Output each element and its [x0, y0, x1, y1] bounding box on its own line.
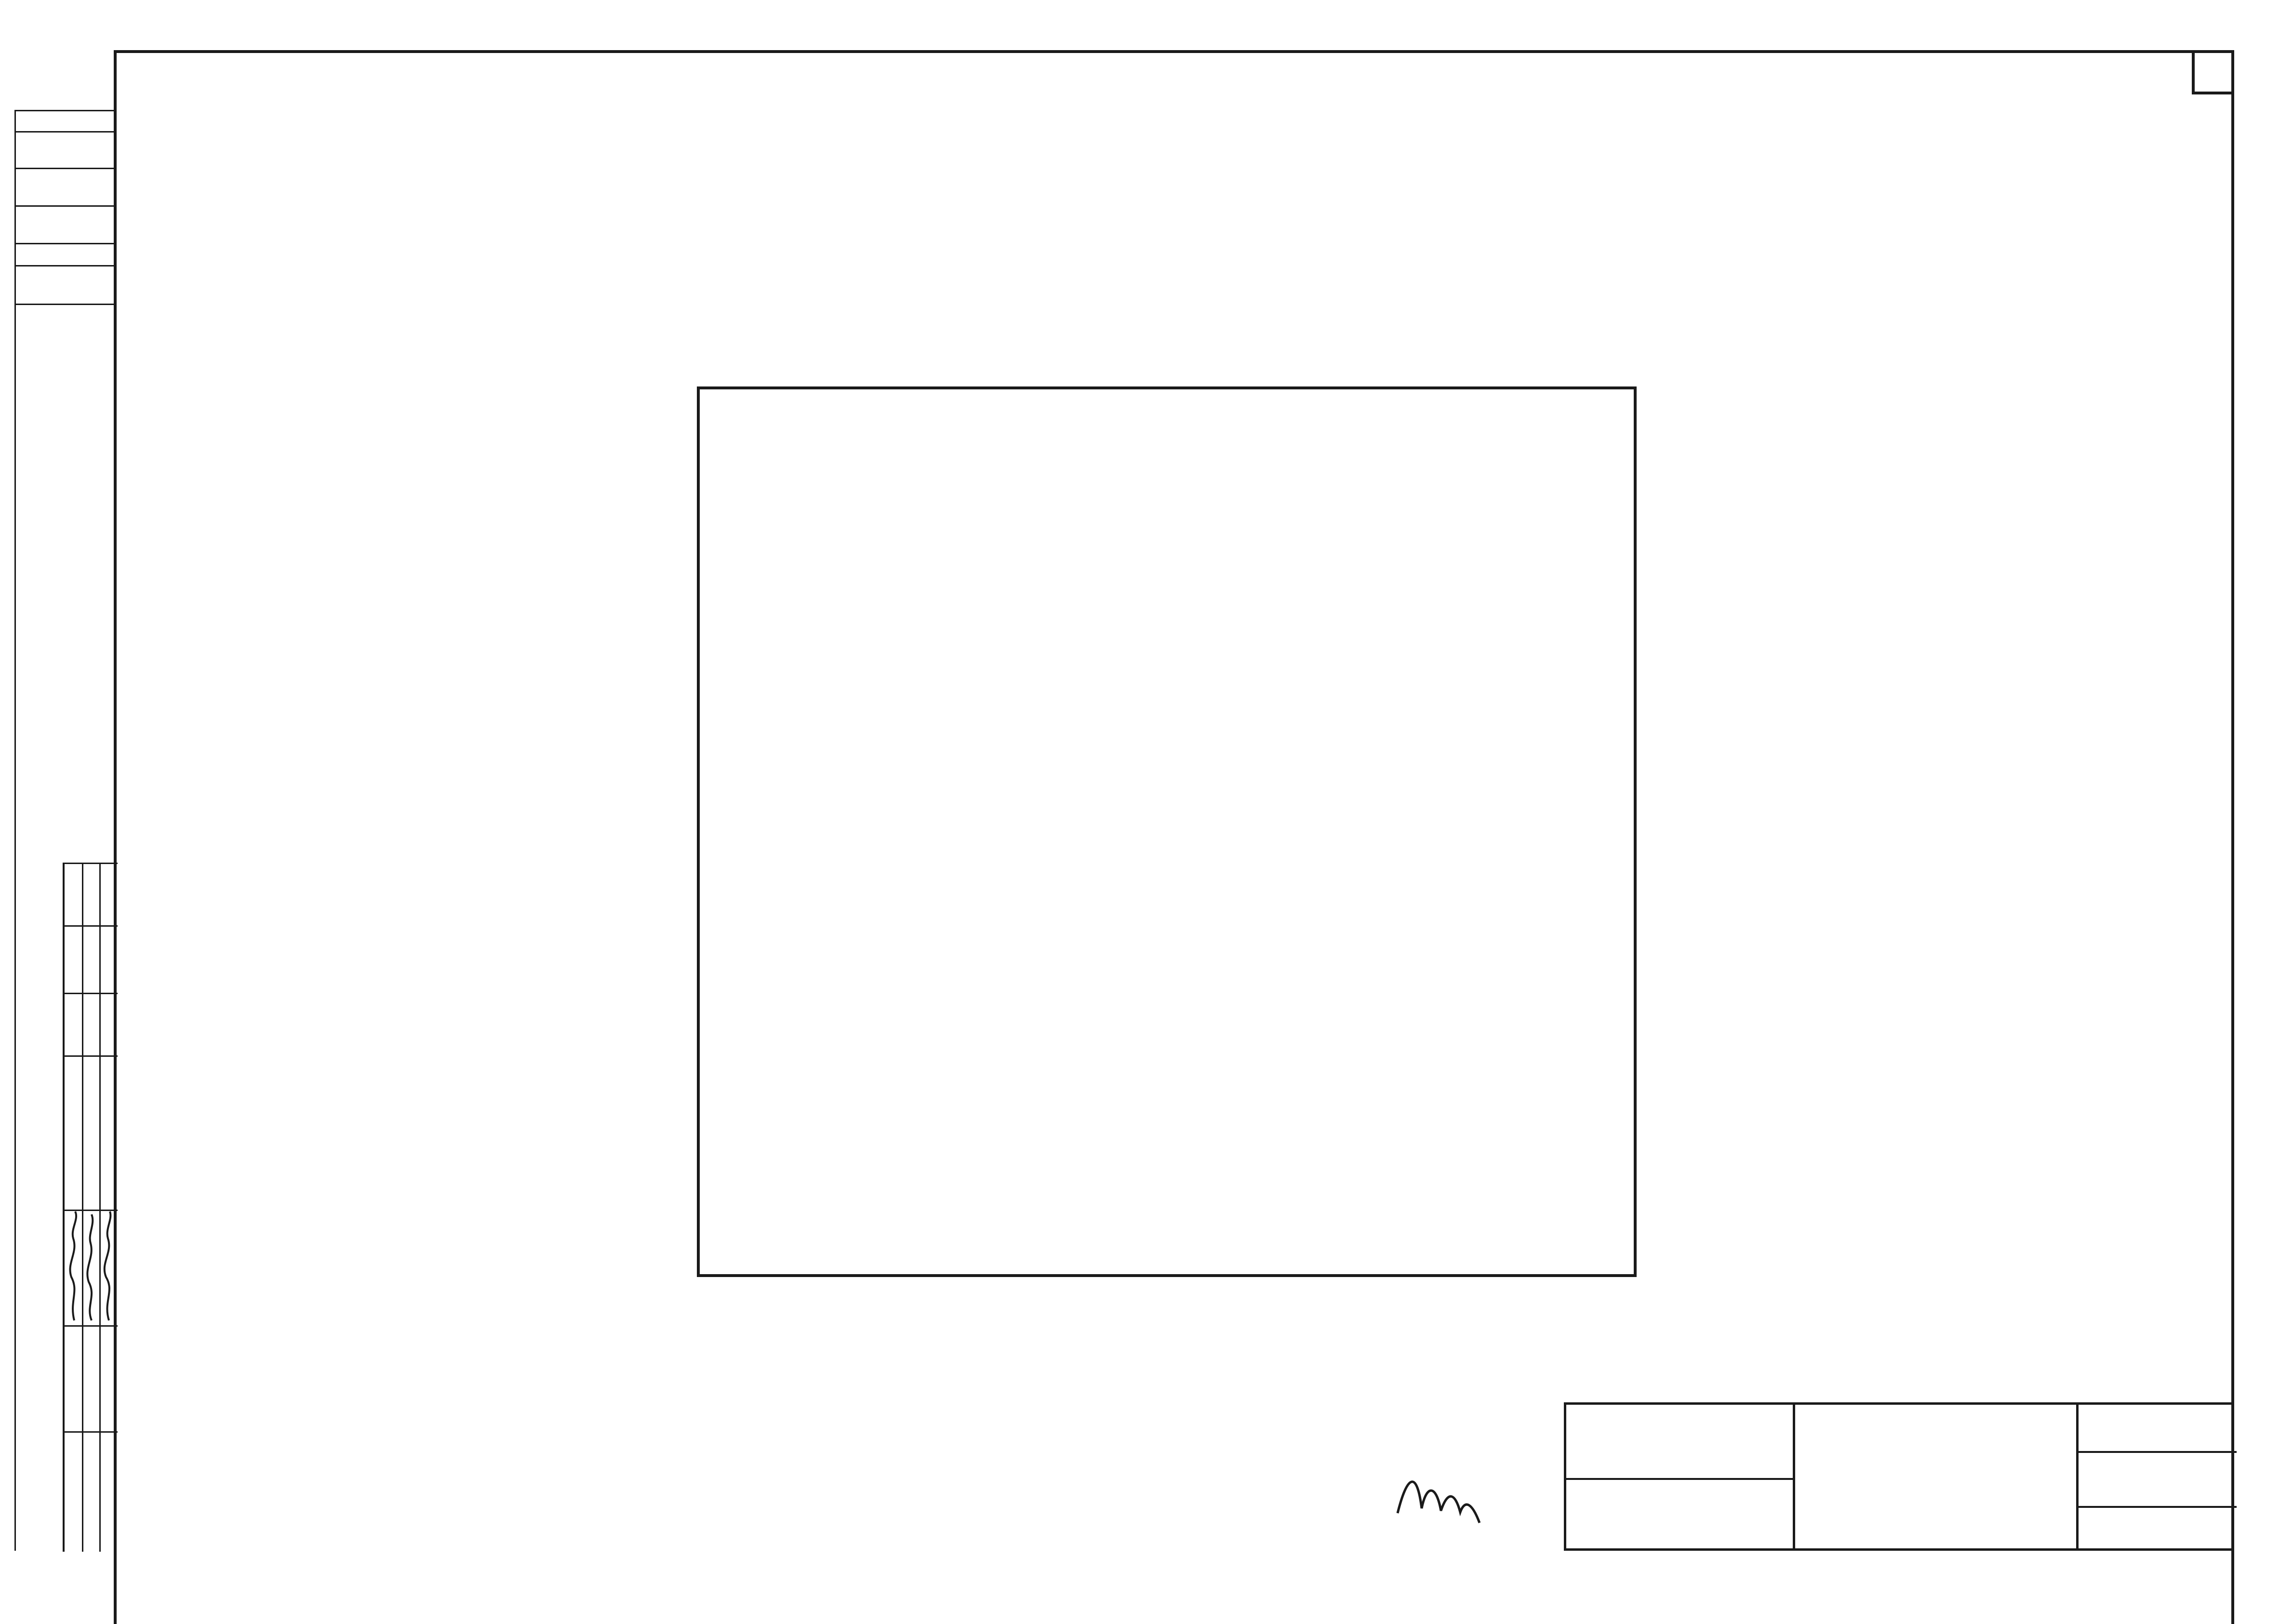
strip-rule [16, 265, 115, 266]
table-grid [697, 386, 1637, 1277]
duplicate-stamp [964, 1482, 1002, 1518]
tb-divider [2076, 1506, 2237, 1508]
gip-signature [1388, 1455, 1484, 1528]
strip-rule [16, 205, 115, 207]
title-block [1564, 1402, 2234, 1551]
sig-divider [65, 1325, 118, 1327]
sig-divider [65, 1431, 118, 1433]
sig-divider [82, 863, 83, 1552]
sig-divider [65, 993, 118, 994]
tb-divider [1566, 1478, 1793, 1480]
sig-divider [65, 863, 118, 864]
sig-divider [65, 1055, 118, 1057]
sig-divider [65, 925, 118, 927]
strip-rule [16, 131, 115, 133]
signature-block [63, 863, 118, 1552]
sig-divider [99, 863, 101, 1552]
tb-divider [2076, 1451, 2237, 1453]
tb-divider [2076, 1405, 2079, 1548]
strip-rule [16, 243, 115, 244]
strip-rule [16, 168, 115, 169]
contents-table [697, 386, 1637, 1277]
handwritten-signatures [65, 1210, 118, 1325]
strip-rule [16, 304, 115, 305]
strip-rule [16, 110, 115, 111]
tb-divider [1793, 1405, 1795, 1548]
sheet-number [2192, 50, 2234, 94]
